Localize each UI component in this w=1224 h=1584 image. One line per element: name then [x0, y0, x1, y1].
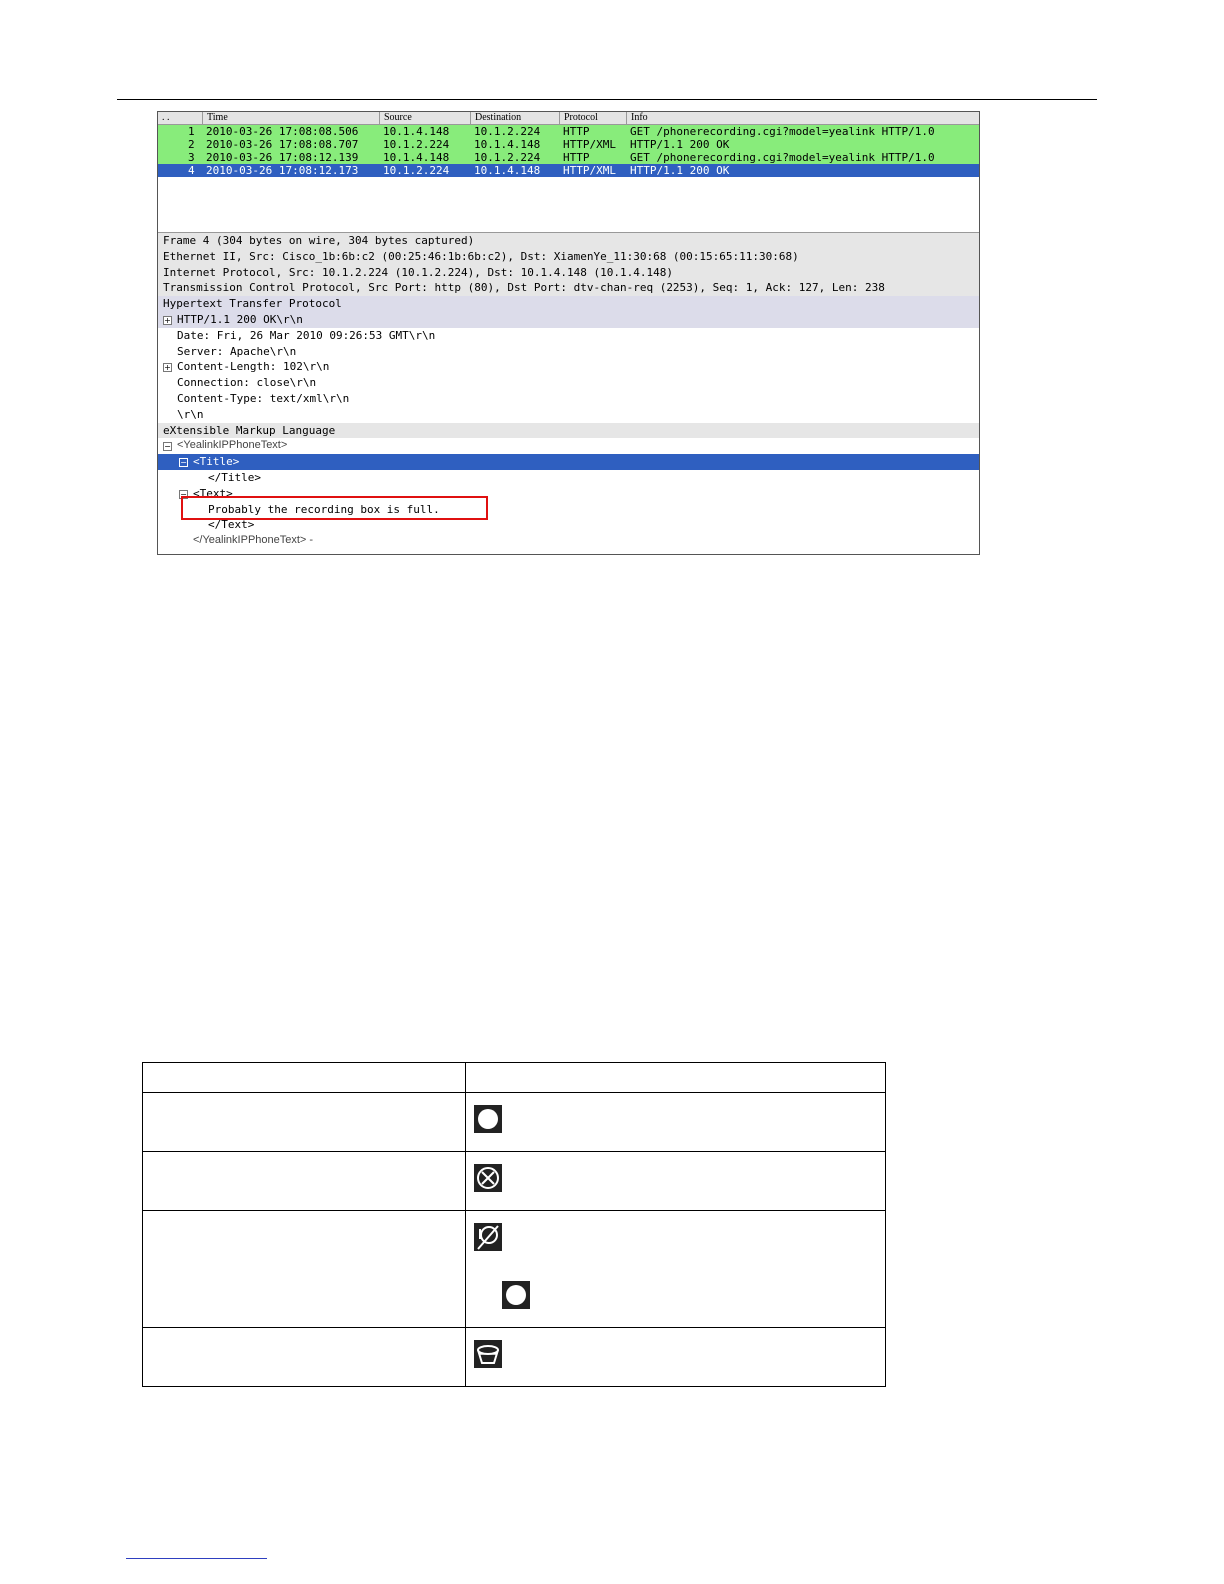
packet-source: 10.1.4.148 [383, 151, 450, 164]
header-rule [117, 99, 1097, 100]
table-header-cell-2 [466, 1063, 886, 1093]
detail-tree-label: \r\n [177, 407, 204, 421]
table-cell-label [143, 1152, 466, 1211]
packet-time: 2010-03-26 17:08:08.707 [206, 138, 359, 151]
packet-list [158, 125, 979, 233]
packet-destination: 10.1.4.148 [474, 164, 541, 177]
detail-tree-item[interactable] [158, 359, 979, 375]
table-cell-icon [466, 1152, 886, 1211]
highlight-box [181, 496, 488, 520]
column-source[interactable]: Source [379, 112, 412, 124]
packet-row[interactable] [158, 164, 979, 177]
detail-tree-label: Connection: close\r\n [177, 376, 317, 390]
packet-row[interactable] [158, 151, 979, 164]
detail-tree-item[interactable] [158, 438, 979, 454]
packet-list-header [158, 112, 979, 125]
detail-tree-item[interactable] [158, 280, 979, 296]
detail-tree-label: Ethernet II, Src: Cisco_1b:6b:c2 (00:25:46:1b:6b:c2), Dst: XiamenYe_11:30:68 (00:15:65:11:30:68) [163, 249, 799, 263]
detail-tree-label: Transmission Control Protocol, Src Port: http (80), Dst Port: dtv-chan-req (2253), Seq: 1, Ack: 127, Len: 238 [163, 281, 885, 295]
column-info[interactable]: Info [626, 112, 648, 124]
record-disabled-icon [474, 1223, 502, 1251]
packet-capture-screenshot [157, 111, 980, 555]
packet-no: 3 [188, 151, 195, 164]
packet-source: 10.1.4.148 [383, 125, 450, 138]
detail-tree-item[interactable] [158, 233, 979, 249]
detail-tree-label: </YealinkIPPhoneText> - [193, 534, 314, 547]
expand-icon[interactable]: + [164, 363, 171, 373]
packet-source: 10.1.2.224 [383, 164, 450, 177]
packet-time: 2010-03-26 17:08:12.173 [206, 164, 359, 177]
table-cell-label [143, 1093, 466, 1152]
record-full-icon [474, 1340, 502, 1368]
footer-link-underline[interactable] [126, 1558, 267, 1559]
column-time[interactable]: Time [202, 112, 228, 124]
packet-no: 4 [188, 164, 195, 177]
table-cell-label [143, 1211, 466, 1328]
detail-tree-label: Hypertext Transfer Protocol [163, 297, 342, 311]
packet-destination: 10.1.2.224 [474, 125, 541, 138]
packet-source: 10.1.2.224 [383, 138, 450, 151]
detail-tree-item[interactable] [158, 533, 979, 549]
record-dot-icon [502, 1281, 530, 1309]
detail-tree-item[interactable] [158, 296, 979, 312]
packet-no: 2 [188, 138, 195, 151]
packet-info: HTTP/1.1 200 OK [630, 138, 730, 151]
detail-tree-label: <Text> [193, 486, 233, 500]
detail-tree-item[interactable] [158, 328, 979, 344]
collapse-icon[interactable]: − [164, 442, 171, 452]
packet-protocol: HTTP/XML [563, 138, 616, 151]
detail-tree-item[interactable] [158, 423, 979, 439]
detail-tree-label: Content-Type: text/xml\r\n [177, 391, 350, 405]
collapse-icon[interactable]: − [180, 458, 187, 468]
detail-tree-label: Probably the recording box is full. [208, 502, 440, 516]
detail-tree-label: Internet Protocol, Src: 10.1.2.224 (10.1.2.224), Dst: 10.1.4.148 (10.1.4.148) [163, 265, 673, 279]
record-dot-icon [474, 1105, 502, 1133]
packet-time: 2010-03-26 17:08:08.506 [206, 125, 359, 138]
detail-tree-item[interactable] [158, 391, 979, 407]
detail-tree-label: </Title> [208, 470, 261, 484]
collapse-icon[interactable]: − [180, 489, 187, 499]
detail-tree-item[interactable] [158, 407, 979, 423]
detail-tree-label: Server: Apache\r\n [177, 344, 297, 358]
detail-tree-item[interactable] [158, 312, 979, 328]
table-cell-label [143, 1328, 466, 1387]
packet-info: GET /phonerecording.cgi?model=yealink HTTP/1.0 [630, 125, 935, 138]
detail-tree-label: Content-Length: 102\r\n [177, 360, 330, 374]
packet-row[interactable] [158, 138, 979, 151]
detail-tree-item[interactable] [158, 249, 979, 265]
packet-protocol: HTTP [563, 125, 590, 138]
packet-destination: 10.1.4.148 [474, 138, 541, 151]
table-cell-icon [466, 1211, 886, 1328]
table-cell-icon [466, 1328, 886, 1387]
expand-icon[interactable]: + [164, 315, 171, 325]
detail-tree-item[interactable] [158, 454, 979, 470]
table-header-cell-1 [143, 1063, 466, 1093]
detail-tree-label: eXtensible Markup Language [163, 423, 336, 437]
column-destination[interactable]: Destination [470, 112, 521, 124]
packet-no: 1 [188, 125, 195, 138]
icon-table [142, 1062, 886, 1387]
detail-tree-label: Frame 4 (304 bytes on wire, 304 bytes captured) [163, 234, 475, 247]
detail-tree-item[interactable] [158, 470, 979, 486]
packet-info: HTTP/1.1 200 OK [630, 164, 730, 177]
detail-tree-item[interactable] [158, 265, 979, 281]
column-protocol[interactable]: Protocol [559, 112, 598, 124]
column-no[interactable]: . . [162, 112, 170, 123]
record-unavailable-icon [474, 1164, 502, 1192]
packet-destination: 10.1.2.224 [474, 151, 541, 164]
detail-tree-label: HTTP/1.1 200 OK\r\n [177, 312, 303, 326]
packet-time: 2010-03-26 17:08:12.139 [206, 151, 359, 164]
packet-protocol: HTTP/XML [563, 164, 616, 177]
packet-row[interactable] [158, 125, 979, 138]
detail-tree-label: Date: Fri, 26 Mar 2010 09:26:53 GMT\r\n [177, 328, 436, 342]
detail-tree-label: </Text> [208, 518, 255, 532]
packet-info: GET /phonerecording.cgi?model=yealink HTTP/1.0 [630, 151, 935, 164]
packet-protocol: HTTP [563, 151, 590, 164]
detail-tree-item[interactable] [158, 344, 979, 360]
detail-tree-label: <Title> [193, 455, 240, 469]
table-cell-icon [466, 1093, 886, 1152]
detail-tree-label: <YealinkIPPhoneText> [177, 439, 288, 452]
detail-tree-item[interactable] [158, 375, 979, 391]
